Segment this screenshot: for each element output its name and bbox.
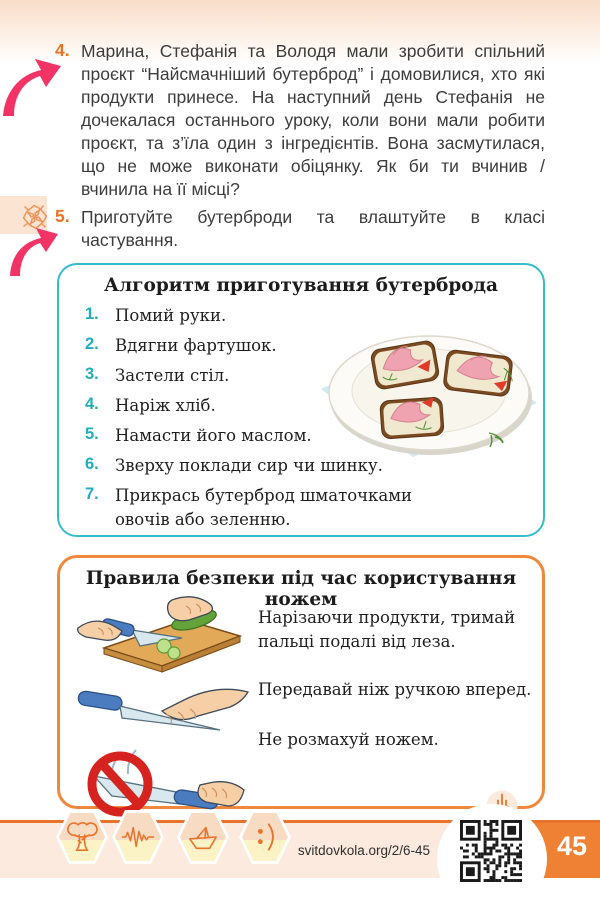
step-number: 6. [85, 455, 99, 473]
task-5-number: 5. [55, 206, 70, 226]
task-4-text: Марина, Стефанія та Володя мали зробити спільний проєкт “Найсмачніший бутерброд” і домовилися, хто які продукти принесе. На наступний день Стефанія не дочекалася останнього уроку, коли вони мали робити проєкт, та з’їла один з інгредієнтів. Вона засмутилася, що не може виконати обіцянку. Як би ти вчинив / вчинила на її місці? [81, 41, 545, 199]
task-5-text: Приготуйте бутерброди та влаштуйте в класі частування. [81, 207, 545, 250]
task-4-number: 4. [55, 40, 70, 60]
algorithm-box-title: Алгоритм приготування бутерброда [104, 275, 498, 296]
algorithm-box [57, 263, 545, 537]
no-knife-swinging-illustration [74, 746, 250, 822]
step-number: 1. [85, 305, 99, 323]
qr-code [460, 820, 522, 882]
safety-rules [258, 606, 536, 776]
step-number: 7. [85, 485, 99, 503]
step-number: 4. [85, 395, 99, 413]
sandwich-plate-photo [317, 303, 541, 465]
paper-boat-icon [180, 813, 226, 861]
step-row [85, 484, 543, 531]
page-number: 45 [556, 831, 588, 861]
step-text: Зверху поклади сир чи шинку. [115, 456, 383, 475]
safety-illustrations [74, 594, 254, 822]
safety-rule: Передавай ніж ручкою вперед. [258, 680, 532, 699]
waveform-icon [115, 813, 161, 861]
step-text: Наріж хліб. [115, 396, 216, 415]
safety-rule: Не розмахуй ножем. [258, 730, 439, 749]
safety-box [57, 555, 545, 809]
curved-arrow-icon [1, 56, 63, 118]
footer-url: svitdovkola.org/2/6-45 [297, 843, 430, 858]
safety-rule: Нарізаючи продукти, тримай пальці подалі від леза. [258, 608, 516, 651]
tree-icon [59, 813, 105, 861]
step-text: Вдягни фартушок. [115, 336, 277, 355]
step-text: Прикрась бутерброд шматочками овочів або зеленню. [115, 486, 413, 529]
step-number: 3. [85, 365, 99, 383]
step-number: 2. [85, 335, 99, 353]
step-text: Помий руки. [115, 306, 227, 325]
knife-handover-illustration [74, 682, 250, 742]
step-text: Намасти його маслом. [115, 426, 312, 445]
cutting-board-illustration [74, 594, 250, 678]
step-text: Застели стіл. [115, 366, 230, 385]
step-number: 5. [85, 425, 99, 443]
safety-box-title: Правила безпеки під час користування ножем [85, 568, 517, 610]
curved-arrow-icon [8, 226, 60, 278]
